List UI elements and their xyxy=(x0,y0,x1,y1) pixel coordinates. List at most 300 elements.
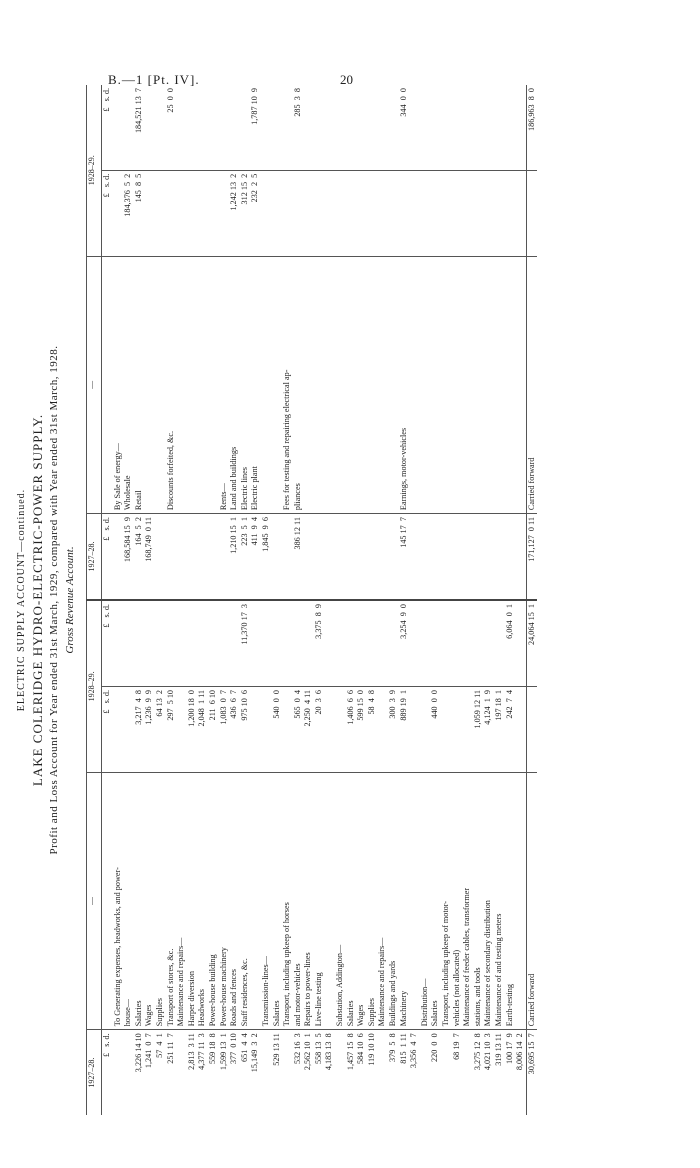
lsd-header-row xyxy=(102,85,113,1115)
col-desc-credit: — xyxy=(87,256,102,514)
credit-total xyxy=(155,85,166,170)
col-current-debit: 1928–29. xyxy=(87,600,102,772)
credit-item xyxy=(261,256,272,514)
credit-amount xyxy=(505,170,516,256)
credit-total xyxy=(452,85,463,170)
debit-amount xyxy=(250,686,261,772)
credit-prev-amount xyxy=(377,514,388,600)
credit-total xyxy=(303,85,314,170)
credit-total xyxy=(324,85,335,170)
credit-total xyxy=(123,85,134,170)
ledger-row xyxy=(388,85,399,1115)
debit-prev-amount: 1,241 0 7 xyxy=(144,1033,154,1069)
debit-total xyxy=(483,600,494,686)
debit-total xyxy=(441,600,452,686)
debit-amount: 2,048 1 11 xyxy=(197,686,208,772)
debit-amount: 599 15 0 xyxy=(356,686,367,772)
debit-total xyxy=(219,600,230,686)
credit-total xyxy=(197,85,208,170)
credit-item: By Sale of energy— xyxy=(113,256,124,514)
debit-item xyxy=(250,772,261,1030)
debit-amount: 1,059 12 11 xyxy=(473,686,484,772)
credit-item: Land and buildings xyxy=(229,256,240,514)
credit-amount xyxy=(314,170,325,256)
credit-amount xyxy=(303,170,314,256)
credit-amount xyxy=(399,170,410,256)
credit-prev-amount xyxy=(409,514,420,600)
credit-item xyxy=(462,256,473,514)
debit-prev-amount: 377 0 10 xyxy=(229,1033,239,1064)
debit-prev-amount: 57 4 1 xyxy=(154,1033,164,1058)
credit-item xyxy=(494,256,505,514)
debit-prev-amount: 532 16 3 xyxy=(292,1033,302,1064)
debit-item: Buildings and yards xyxy=(388,772,399,1030)
debit-total xyxy=(293,600,304,686)
debit-total xyxy=(123,600,134,686)
debit-total: 24,064 15 1 xyxy=(526,600,537,686)
debit-total xyxy=(377,600,388,686)
debit-item: Maintenance of and testing meters xyxy=(494,772,505,1030)
credit-item: Carried forward xyxy=(526,256,537,514)
debit-amount xyxy=(176,686,187,772)
debit-amount xyxy=(409,686,420,772)
col-prev-debit: 1927–28. xyxy=(87,1030,102,1115)
credit-prev-amount xyxy=(494,514,505,600)
ledger-row xyxy=(208,85,219,1115)
ledger-row xyxy=(346,85,357,1115)
credit-total xyxy=(473,85,484,170)
credit-item xyxy=(367,256,378,514)
debit-amount: 440 0 0 xyxy=(430,686,441,772)
lsd-label: £ s. d. xyxy=(102,517,111,541)
debit-amount: 58 4 8 xyxy=(367,686,378,772)
ledger-row xyxy=(452,85,463,1115)
debit-total xyxy=(229,600,240,686)
debit-total xyxy=(452,600,463,686)
credit-total: 1,787 10 9 xyxy=(250,85,261,170)
debit-prev-amount: 584 10 6 xyxy=(356,1033,366,1064)
credit-prev-amount xyxy=(176,514,187,600)
ledger-row xyxy=(335,85,346,1115)
ledger-row xyxy=(166,85,177,1115)
credit-item xyxy=(420,256,431,514)
debit-prev-amount: 3,356 4 7 xyxy=(409,1033,419,1069)
credit-item: Electric plant xyxy=(250,256,261,514)
debit-total xyxy=(462,600,473,686)
credit-amount xyxy=(409,170,420,256)
debit-prev-amount xyxy=(261,1030,272,1115)
debit-prev-amount: 651 4 4 xyxy=(239,1033,249,1062)
debit-amount xyxy=(335,686,346,772)
ledger-row xyxy=(526,85,537,1115)
debit-item xyxy=(324,772,335,1030)
debit-total xyxy=(272,600,283,686)
ledger-row xyxy=(113,85,124,1115)
credit-prev-amount xyxy=(166,514,177,600)
debit-total xyxy=(335,600,346,686)
credit-prev-amount xyxy=(208,514,219,600)
debit-item: Maintenance and repairs— xyxy=(176,772,187,1030)
ledger-row xyxy=(155,85,166,1115)
section-title: ELECTRIC SUPPLY ACCOUNT—continued. xyxy=(16,488,27,712)
col-prev-credit: 1927–28. xyxy=(87,514,102,600)
ledger-row xyxy=(229,85,240,1115)
page-number: 20 xyxy=(340,72,353,87)
debit-amount: 975 10 6 xyxy=(240,686,251,772)
debit-amount: 197 18 1 xyxy=(494,686,505,772)
credit-total xyxy=(282,85,293,170)
credit-item xyxy=(441,256,452,514)
debit-amount xyxy=(324,686,335,772)
credit-prev-amount xyxy=(452,514,463,600)
titles-block xyxy=(16,75,80,1125)
ledger-row xyxy=(367,85,378,1115)
debit-amount xyxy=(113,686,124,772)
credit-amount xyxy=(367,170,378,256)
credit-amount xyxy=(155,170,166,256)
credit-amount xyxy=(219,170,230,256)
debit-amount: 297 5 10 xyxy=(166,686,177,772)
debit-item: Supplies xyxy=(155,772,166,1030)
credit-prev-amount xyxy=(155,514,166,600)
debit-total xyxy=(197,600,208,686)
debit-amount: 1,083 0 7 xyxy=(219,686,230,772)
credit-prev-amount xyxy=(219,514,230,600)
credit-amount xyxy=(144,170,155,256)
credit-amount xyxy=(166,170,177,256)
debit-item: Maintenance of secondary distribution xyxy=(483,772,494,1030)
ledger-row xyxy=(515,85,526,1115)
credit-total xyxy=(409,85,420,170)
ledger-row xyxy=(441,85,452,1115)
credit-item: pliances xyxy=(293,256,304,514)
debit-prev-amount xyxy=(420,1030,431,1115)
ledger-row xyxy=(293,85,304,1115)
debit-amount: 565 0 4 xyxy=(293,686,304,772)
credit-item xyxy=(272,256,283,514)
credit-prev-amount xyxy=(272,514,283,600)
debit-amount: 1,406 6 6 xyxy=(346,686,357,772)
credit-item xyxy=(388,256,399,514)
debit-item: vehicles (not allocated) xyxy=(452,772,463,1030)
ledger-row xyxy=(314,85,325,1115)
ledger-row xyxy=(462,85,473,1115)
debit-prev-amount: 2,562 10 1 xyxy=(303,1033,313,1071)
debit-item: Salaries xyxy=(272,772,283,1030)
credit-amount xyxy=(526,170,537,256)
debit-item: Roads and fences xyxy=(229,772,240,1030)
credit-item xyxy=(208,256,219,514)
debit-total: 6,064 0 1 xyxy=(505,600,516,686)
ledger-row xyxy=(473,85,484,1115)
credit-total: 285 3 8 xyxy=(293,85,304,170)
credit-amount: 1,242 13 2 xyxy=(229,170,240,256)
credit-prev-amount: 168,584 15 9 xyxy=(123,517,133,563)
credit-item: Fees for testing and repairing electrical ap- xyxy=(282,256,293,514)
credit-total xyxy=(388,85,399,170)
credit-amount xyxy=(261,170,272,256)
credit-amount xyxy=(176,170,187,256)
credit-total xyxy=(356,85,367,170)
credit-amount xyxy=(346,170,357,256)
debit-item xyxy=(515,772,526,1030)
credit-item: Retail xyxy=(134,256,145,514)
ledger-row xyxy=(356,85,367,1115)
debit-amount xyxy=(261,686,272,772)
credit-item xyxy=(377,256,388,514)
credit-item xyxy=(473,256,484,514)
ledger-row xyxy=(430,85,441,1115)
debit-item: Distribution— xyxy=(420,772,431,1030)
credit-prev-amount xyxy=(113,514,124,600)
debit-amount: 1,236 9 9 xyxy=(144,686,155,772)
credit-prev-amount xyxy=(187,514,198,600)
debit-amount: 242 7 4 xyxy=(505,686,516,772)
credit-item xyxy=(176,256,187,514)
credit-prev-amount xyxy=(367,514,378,600)
credit-total: 25 0 0 xyxy=(166,85,177,170)
debit-prev-amount: 251 11 7 xyxy=(165,1033,175,1064)
ledger-row xyxy=(176,85,187,1115)
debit-total xyxy=(155,600,166,686)
credit-amount xyxy=(272,170,283,256)
debit-amount: 300 3 9 xyxy=(388,686,399,772)
lsd-label: £ s. d. xyxy=(102,170,113,256)
credit-amount: 232 2 5 xyxy=(250,170,261,256)
debit-amount: 20 3 6 xyxy=(314,686,325,772)
debit-prev-amount: 100 17 9 xyxy=(504,1033,514,1064)
ledger-row xyxy=(282,85,293,1115)
credit-amount xyxy=(293,170,304,256)
debit-total xyxy=(473,600,484,686)
column-header-row xyxy=(87,85,102,1115)
debit-prev-amount xyxy=(462,1030,473,1115)
rotated-account-sheet xyxy=(16,75,700,1125)
credit-prev-amount xyxy=(473,514,484,600)
debit-total xyxy=(388,600,399,686)
debit-prev-amount: 4,183 13 8 xyxy=(324,1033,334,1071)
report-reference: B.—1 [Pt. IV]. xyxy=(108,72,200,87)
debit-total xyxy=(113,600,124,686)
ledger-row xyxy=(494,85,505,1115)
debit-total xyxy=(166,600,177,686)
credit-amount xyxy=(324,170,335,256)
credit-amount: 145 8 5 xyxy=(134,170,145,256)
debit-item: and motor-vehicles xyxy=(293,772,304,1030)
credit-total xyxy=(240,85,251,170)
ledger-row xyxy=(261,85,272,1115)
credit-item xyxy=(197,256,208,514)
debit-total xyxy=(494,600,505,686)
credit-total xyxy=(430,85,441,170)
debit-amount: 3,217 4 8 xyxy=(134,686,145,772)
credit-amount xyxy=(420,170,431,256)
debit-total: 3,375 8 9 xyxy=(314,600,325,686)
debit-total xyxy=(367,600,378,686)
credit-total xyxy=(314,85,325,170)
credit-prev-amount: 1,210 15 1 xyxy=(229,517,239,554)
credit-total xyxy=(346,85,357,170)
ledger-row xyxy=(134,85,145,1115)
debit-amount: 64 13 2 xyxy=(155,686,166,772)
credit-prev-amount xyxy=(356,514,367,600)
debit-prev-amount: 815 1 11 xyxy=(398,1033,408,1064)
credit-item xyxy=(314,256,325,514)
credit-item: Rents— xyxy=(219,256,230,514)
debit-prev-amount: 30,695 15 7 xyxy=(526,1030,537,1115)
debit-prev-amount xyxy=(335,1030,346,1115)
debit-prev-amount: 1,599 13 1 xyxy=(218,1033,228,1071)
debit-prev-amount: 559 18 8 xyxy=(207,1033,217,1064)
debit-item: Transport, including upkeep of motor- xyxy=(441,772,452,1030)
credit-prev-amount xyxy=(430,514,441,600)
credit-amount xyxy=(388,170,399,256)
credit-amount xyxy=(473,170,484,256)
debit-prev-amount: 15,149 3 2 xyxy=(250,1033,260,1073)
debit-total xyxy=(176,600,187,686)
ledger-row xyxy=(219,85,230,1115)
credit-amount: 184,376 5 2 xyxy=(123,170,134,256)
credit-prev-amount xyxy=(388,514,399,600)
debit-amount: 2,250 4 11 xyxy=(303,686,314,772)
credit-total xyxy=(505,85,516,170)
credit-total xyxy=(483,85,494,170)
credit-prev-amount xyxy=(335,514,346,600)
credit-amount xyxy=(187,170,198,256)
debit-amount xyxy=(515,686,526,772)
credit-amount xyxy=(197,170,208,256)
debit-total xyxy=(430,600,441,686)
ledger-row xyxy=(197,85,208,1115)
credit-amount xyxy=(335,170,346,256)
credit-total xyxy=(367,85,378,170)
credit-amount xyxy=(441,170,452,256)
ledger-row xyxy=(123,85,134,1115)
debit-prev-amount: 3,275 12 8 xyxy=(472,1033,482,1071)
debit-item: Earth-testing xyxy=(505,772,516,1030)
credit-total: 344 0 0 xyxy=(399,85,410,170)
debit-amount xyxy=(377,686,388,772)
credit-amount: 312 15 2 xyxy=(240,170,251,256)
col-desc-debit: — xyxy=(87,772,102,1030)
credit-prev-amount xyxy=(462,514,473,600)
col-current-credit: 1928–29. xyxy=(87,85,102,256)
debit-item: Maintenance of feeder cables, transformer xyxy=(462,772,473,1030)
debit-total xyxy=(250,600,261,686)
credit-item xyxy=(144,256,155,514)
ledger-row xyxy=(420,85,431,1115)
credit-item: Earnings, motor-vehicles xyxy=(399,256,410,514)
debit-total: 3,254 9 0 xyxy=(399,600,410,686)
debit-prev-amount: 319 13 11 xyxy=(493,1033,503,1066)
debit-prev-amount xyxy=(377,1030,388,1115)
credit-amount xyxy=(452,170,463,256)
debit-prev-amount xyxy=(282,1030,293,1115)
debit-prev-amount: 558 13 5 xyxy=(313,1033,323,1064)
credit-total xyxy=(187,85,198,170)
debit-prev-amount: 529 13 11 xyxy=(271,1033,281,1066)
credit-prev-amount xyxy=(303,514,314,600)
credit-item: Discounts forfeited, &c. xyxy=(166,256,177,514)
ledger-row xyxy=(240,85,251,1115)
credit-amount xyxy=(483,170,494,256)
debit-item: Salaries xyxy=(430,772,441,1030)
credit-prev-amount: 171,127 0 11 xyxy=(526,514,537,600)
debit-amount xyxy=(526,686,537,772)
ledger-row xyxy=(272,85,283,1115)
debit-prev-amount: 379 5 8 xyxy=(388,1033,398,1062)
debit-item: Staff residences, &c. xyxy=(240,772,251,1030)
ledger-row xyxy=(399,85,410,1115)
debit-item: Live-line testing xyxy=(314,772,325,1030)
debit-prev-amount: 4,021 10 3 xyxy=(483,1033,493,1071)
debit-item: stations, and tools xyxy=(473,772,484,1030)
credit-total xyxy=(494,85,505,170)
account-title: Profit and Loss Account for Year ended 31st March, 1929, compared with Year ended 31st March, 1928. xyxy=(48,345,60,855)
credit-amount xyxy=(282,170,293,256)
ledger-row xyxy=(303,85,314,1115)
credit-amount xyxy=(356,170,367,256)
debit-item: Harper diversion xyxy=(187,772,198,1030)
debit-total xyxy=(144,600,155,686)
credit-item xyxy=(346,256,357,514)
credit-total xyxy=(441,85,452,170)
debit-amount xyxy=(441,686,452,772)
debit-item xyxy=(409,772,420,1030)
credit-item xyxy=(515,256,526,514)
credit-prev-amount: 164 5 2 xyxy=(133,517,143,546)
debit-prev-amount: 1,457 15 8 xyxy=(345,1033,355,1071)
credit-prev-amount: 386 12 11 xyxy=(292,517,302,550)
ledger-row xyxy=(324,85,335,1115)
ledger-row xyxy=(505,85,516,1115)
debit-prev-amount xyxy=(113,1030,124,1115)
debit-item: Supplies xyxy=(367,772,378,1030)
credit-total: 184,521 13 7 xyxy=(134,85,145,170)
debit-item: house— xyxy=(123,772,134,1030)
debit-total xyxy=(208,600,219,686)
credit-amount xyxy=(494,170,505,256)
credit-item xyxy=(483,256,494,514)
debit-total xyxy=(282,600,293,686)
credit-prev-amount: 145 17 7 xyxy=(398,517,408,548)
profit-loss-table xyxy=(86,85,537,1115)
debit-total: 11,370 17 3 xyxy=(240,600,251,686)
ledger-row xyxy=(377,85,388,1115)
credit-item: Electric lines xyxy=(240,256,251,514)
debit-prev-amount: 8,006 14 2 xyxy=(515,1033,525,1071)
credit-amount xyxy=(462,170,473,256)
credit-prev-amount xyxy=(282,514,293,600)
ledger-row xyxy=(250,85,261,1115)
debit-total xyxy=(409,600,420,686)
credit-prev-amount xyxy=(314,514,325,600)
debit-amount: 211 6 10 xyxy=(208,686,219,772)
debit-amount: 4,124 1 9 xyxy=(483,686,494,772)
credit-item xyxy=(452,256,463,514)
debit-amount xyxy=(420,686,431,772)
debit-item: Headworks xyxy=(197,772,208,1030)
credit-prev-amount xyxy=(324,514,335,600)
credit-total xyxy=(229,85,240,170)
debit-amount xyxy=(123,686,134,772)
undertaking-title: LAKE COLERIDGE HYDRO-ELECTRIC-POWER SUPPLY. xyxy=(30,413,45,787)
debit-total xyxy=(515,600,526,686)
debit-item: Carried forward xyxy=(526,772,537,1030)
debit-item: Transport of stores, &c. xyxy=(166,772,177,1030)
debit-item: Maintenance and repairs— xyxy=(377,772,388,1030)
credit-prev-amount: 223 5 1 xyxy=(239,517,249,546)
